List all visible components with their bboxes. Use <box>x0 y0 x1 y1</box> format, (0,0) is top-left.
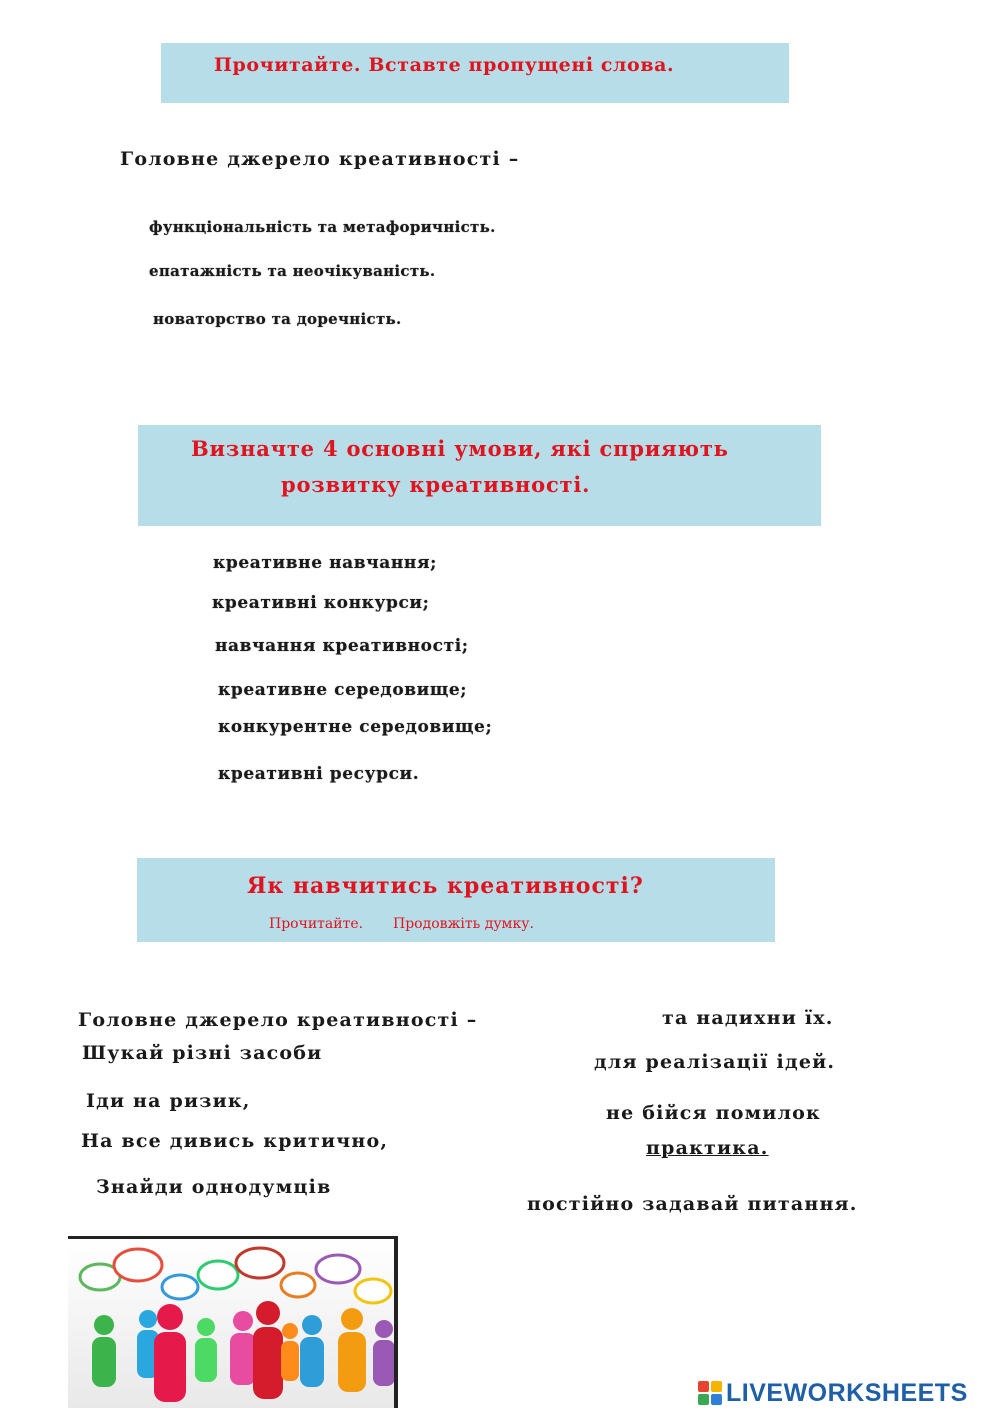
phrase-right-3[interactable]: не бійся помилок <box>606 1102 821 1124</box>
phrase-right-4[interactable]: практика. <box>646 1137 769 1159</box>
section1-option-1[interactable]: функціональність та метафоричність. <box>149 218 496 236</box>
person-figure <box>230 1311 256 1385</box>
person-figure <box>300 1315 324 1387</box>
section3-subtitle-continue: Продовжіть думку. <box>393 916 534 932</box>
phrase-right-2[interactable]: для реалізації ідей. <box>594 1051 836 1073</box>
section1-lead: Головне джерело креативності – <box>120 148 520 170</box>
person-figure <box>253 1301 283 1399</box>
section1-option-3[interactable]: новаторство та доречність. <box>153 310 402 328</box>
speech-bubble <box>236 1248 284 1278</box>
section2-option-6[interactable]: креативні ресурси. <box>218 764 420 784</box>
logo-square-i <box>711 1381 722 1392</box>
speech-bubble <box>162 1275 198 1299</box>
speech-bubble <box>316 1255 360 1283</box>
phrase-right-1-text: та надихни їх. <box>662 1007 834 1029</box>
speech-bubble <box>281 1273 315 1297</box>
speech-bubble <box>355 1279 391 1303</box>
person-figure <box>338 1308 366 1392</box>
speech-bubble <box>198 1261 238 1289</box>
phrase-left-1[interactable]: Головне джерело креативності – <box>78 1009 478 1031</box>
section2-instruction-line1: Визначте 4 основні умови, які сприяють <box>191 436 729 461</box>
section2-option-1[interactable]: креативне навчання; <box>213 553 437 573</box>
section3-subtitle-read: Прочитайте. <box>269 916 364 932</box>
person-figure <box>92 1315 116 1387</box>
section1-option-2[interactable]: епатажність та неочікуваність. <box>149 262 436 280</box>
section2-option-5[interactable]: конкурентне середовище; <box>218 717 493 737</box>
phrase-right-1[interactable] <box>662 1007 834 1029</box>
phrase-right-5[interactable]: постійно задавай питання. <box>527 1193 858 1215</box>
phrase-left-2[interactable]: Шукай різні засоби <box>82 1042 323 1064</box>
section2-option-2[interactable]: креативні конкурси; <box>212 593 430 613</box>
person-figure <box>373 1320 395 1386</box>
speech-bubble <box>114 1249 162 1281</box>
section2-instruction-line2: розвитку креативності. <box>281 472 591 497</box>
person-figure <box>154 1304 186 1402</box>
section1-instruction: Прочитайте. Вставте пропущені слова. <box>214 54 675 76</box>
logo-square-v <box>698 1394 709 1405</box>
people-speech-bubbles-illustration <box>68 1236 398 1408</box>
phrase-left-5[interactable]: Знайди однодумців <box>96 1176 332 1198</box>
logo-square-l <box>698 1381 709 1392</box>
liveworksheets-logo <box>698 1378 968 1408</box>
person-figure <box>195 1318 217 1382</box>
illustration-svg <box>68 1239 398 1408</box>
phrase-left-3[interactable]: Іди на ризик, <box>86 1090 251 1112</box>
section3-title: Як навчитись креативності? <box>247 873 644 899</box>
logo-text: LIVEWORKSHEETS <box>726 1378 968 1407</box>
logo-mark-icon <box>698 1381 722 1405</box>
logo-square-e <box>711 1394 722 1405</box>
person-figure <box>281 1323 299 1381</box>
section2-option-4[interactable]: креативне середовище; <box>218 680 468 700</box>
phrase-left-4[interactable]: На все дивись критично, <box>81 1130 389 1152</box>
section2-option-3[interactable]: навчання креативності; <box>215 636 469 656</box>
